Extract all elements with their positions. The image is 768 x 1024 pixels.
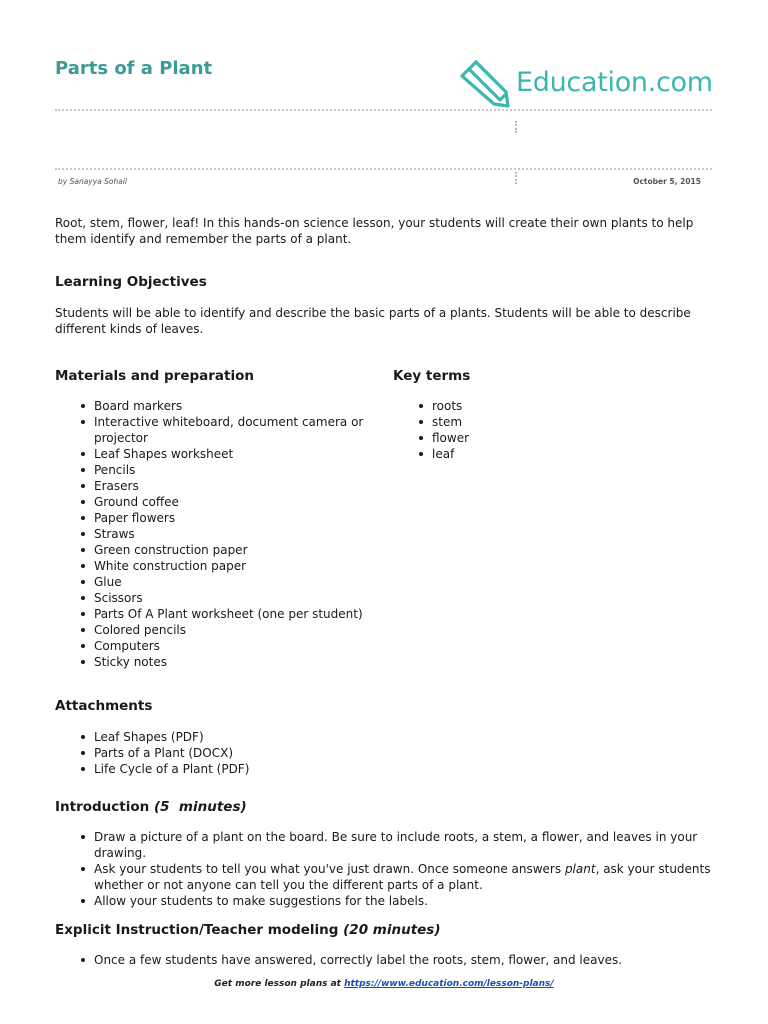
material-item: Interactive whiteboard, document camera or projector [55, 414, 375, 446]
attachment-item: Leaf Shapes (PDF) [55, 729, 455, 745]
key-term-item: leaf [393, 446, 593, 462]
explicit-instruction-step: Once a few students have answered, correctly label the roots, stem, flower, and leaves. [55, 952, 715, 968]
byline-divider [55, 168, 712, 170]
header-divider [55, 109, 712, 111]
attachment-item: Life Cycle of a Plant (PDF) [55, 761, 455, 777]
key-term-item: roots [393, 398, 593, 414]
page-title: Parts of a Plant [55, 58, 213, 79]
introduction-step: Draw a picture of a plant on the board. Be sure to include roots, a stem, a flower, and leaves in your drawing. [55, 829, 715, 861]
explicit-instruction-heading [55, 922, 441, 938]
explicit-instruction-steps [55, 952, 715, 968]
introduction-heading-text: Introduction [55, 799, 150, 815]
explicit-instruction-heading-text: Explicit Instruction/Teacher modeling [55, 922, 339, 938]
material-item: Computers [55, 638, 375, 654]
material-item: Board markers [55, 398, 375, 414]
learning-objectives-text: Students will be able to identify and describe the basic parts of a plants. Students will be able to describe different kinds of leaves. [55, 306, 691, 336]
publish-date: October 5, 2015 [633, 177, 701, 186]
material-item: Sticky notes [55, 654, 375, 670]
emphasis-text: plant [564, 862, 596, 876]
byline-divider-mark [515, 172, 517, 184]
education-logo[interactable] [456, 54, 713, 110]
material-item: Erasers [55, 478, 375, 494]
material-item: Green construction paper [55, 542, 375, 558]
introduction-heading [55, 799, 247, 815]
materials-list [55, 398, 375, 670]
material-item: Pencils [55, 462, 375, 478]
logo-text: Education.com [516, 66, 713, 98]
material-item: Scissors [55, 590, 375, 606]
introduction-duration: (5 minutes) [153, 799, 247, 815]
learning-objectives-heading: Learning Objectives [55, 274, 207, 290]
material-item: Colored pencils [55, 622, 375, 638]
material-item: Parts Of A Plant worksheet (one per student) [55, 606, 375, 622]
attachments-heading: Attachments [55, 698, 153, 714]
material-item: White construction paper [55, 558, 375, 574]
key-terms-list [393, 398, 593, 462]
key-term-item: flower [393, 430, 593, 446]
lesson-plans-link[interactable]: https://www.education.com/lesson-plans/ [344, 979, 554, 989]
key-terms-heading: Key terms [393, 368, 471, 384]
material-item: Straws [55, 526, 375, 542]
material-item: Leaf Shapes worksheet [55, 446, 375, 462]
key-term-item: stem [393, 414, 593, 430]
header-divider-mark [515, 121, 517, 133]
explicit-instruction-duration: (20 minutes) [343, 922, 441, 938]
intro-paragraph: Root, stem, flower, leaf! In this hands-on science lesson, your students will create their own plants to help them identify and remember the parts of a plant. [55, 216, 694, 246]
footer-text: Get more lesson plans at [214, 979, 345, 989]
material-item: Paper flowers [55, 510, 375, 526]
attachments-list [55, 729, 455, 777]
introduction-step: Allow your students to make suggestions for the labels. [55, 893, 715, 909]
materials-heading: Materials and preparation [55, 368, 254, 384]
introduction-steps [55, 829, 715, 909]
introduction-step: Ask your students to tell you what you've just drawn. Once someone answers plant, ask your students whether or not anyone can tell you the different parts of a plant. [55, 861, 715, 893]
material-item: Ground coffee [55, 494, 375, 510]
material-item: Glue [55, 574, 375, 590]
attachment-item: Parts of a Plant (DOCX) [55, 745, 455, 761]
footer [0, 979, 768, 989]
pencil-icon [456, 54, 512, 110]
author-byline: by Sanayya Sohail [58, 177, 128, 186]
